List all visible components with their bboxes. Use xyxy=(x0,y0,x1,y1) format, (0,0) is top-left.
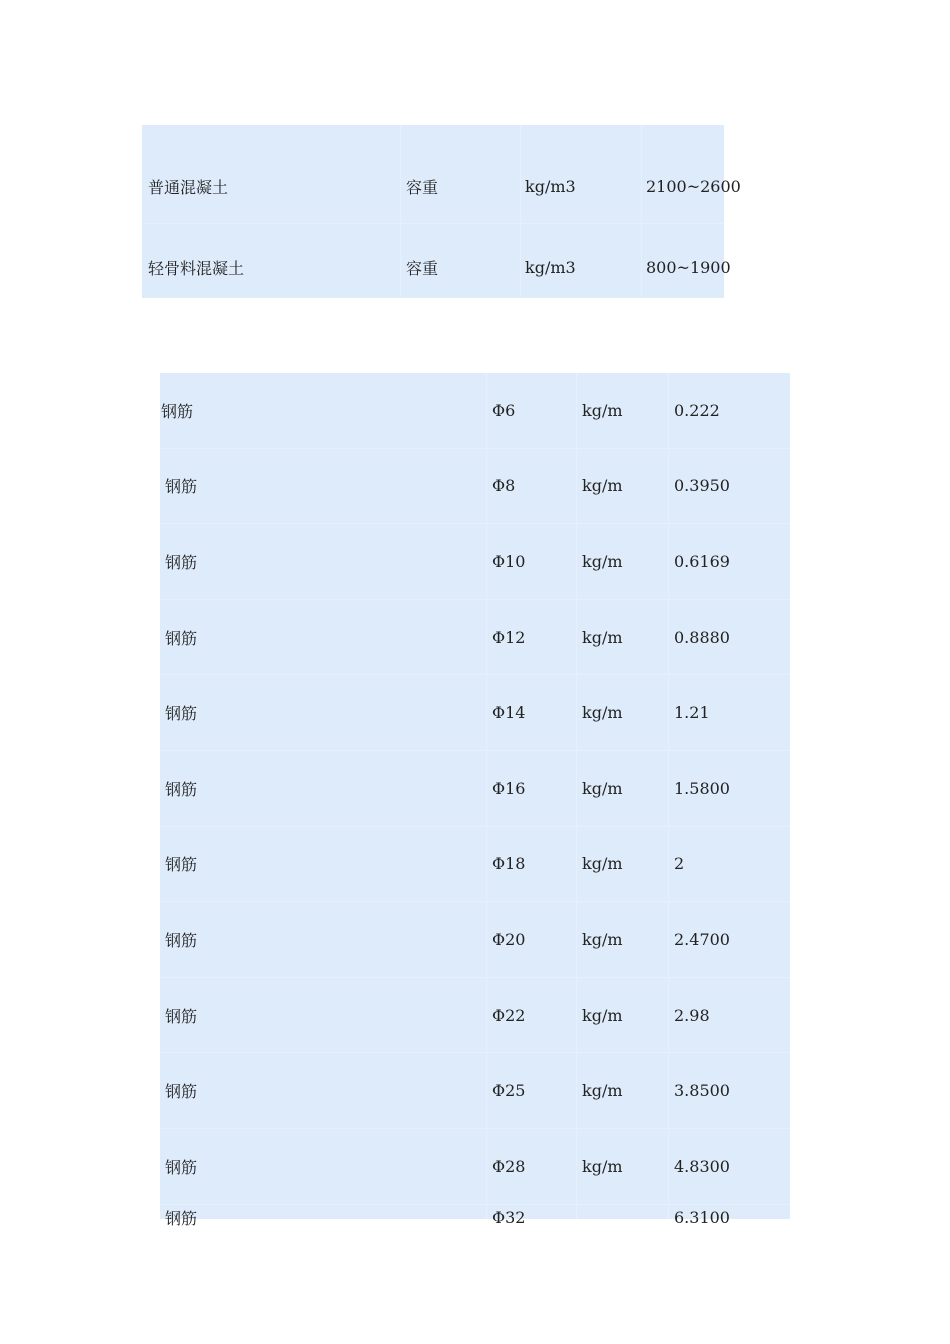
table-row xyxy=(142,224,731,310)
unit-cell: kg/m xyxy=(582,854,623,874)
diameter-cell: Φ22 xyxy=(492,1005,526,1025)
diameter-cell: Φ8 xyxy=(492,476,516,496)
diameter-cell: Φ6 xyxy=(492,400,516,420)
diameter-cell: Φ18 xyxy=(492,854,526,874)
unit-cell: kg/m xyxy=(582,400,623,420)
material-cell: 钢筋 xyxy=(165,552,198,572)
material-cell: 钢筋 xyxy=(165,628,198,648)
material-cell: 钢筋 xyxy=(165,704,198,724)
table-row xyxy=(160,827,790,903)
table-row xyxy=(160,1205,790,1230)
material-cell: 轻骨料混凝土 xyxy=(148,258,245,278)
material-cell: 钢筋 xyxy=(165,855,198,875)
value-cell: 800~1900 xyxy=(646,257,731,277)
unit-cell: kg/m xyxy=(582,476,623,496)
diameter-cell: Φ28 xyxy=(492,1156,526,1176)
material-cell: 钢筋 xyxy=(165,930,198,950)
rebar-weight-table xyxy=(160,373,790,1228)
value-cell: 2.4700 xyxy=(674,929,730,949)
diameter-cell: Φ10 xyxy=(492,551,526,571)
value-cell: 2.98 xyxy=(674,1005,710,1025)
unit-cell: kg/m3 xyxy=(525,176,576,196)
table-row xyxy=(160,751,790,827)
material-cell: 钢筋 xyxy=(165,779,198,799)
unit-cell: kg/m xyxy=(582,1081,623,1101)
table-row xyxy=(142,125,741,224)
material-cell: 钢筋 xyxy=(165,1082,198,1102)
material-cell: 钢筋 xyxy=(161,401,194,421)
material-cell: 钢筋 xyxy=(165,1208,198,1228)
diameter-cell: Φ25 xyxy=(492,1081,526,1101)
diameter-cell: Φ16 xyxy=(492,778,526,798)
diameter-cell: Φ20 xyxy=(492,929,526,949)
material-cell: 钢筋 xyxy=(165,477,198,497)
property-cell: 容重 xyxy=(406,177,439,197)
value-cell: 6.3100 xyxy=(674,1207,730,1227)
value-cell: 4.8300 xyxy=(674,1156,730,1176)
value-cell: 0.8880 xyxy=(674,627,730,647)
value-cell: 1.5800 xyxy=(674,778,730,798)
value-cell: 0.3950 xyxy=(674,476,730,496)
unit-cell: kg/m xyxy=(582,627,623,647)
table-row xyxy=(160,600,790,676)
table-row xyxy=(160,978,790,1054)
value-cell: 1.21 xyxy=(674,703,710,723)
material-cell: 普通混凝土 xyxy=(148,177,229,197)
unit-cell: kg/m xyxy=(582,1156,623,1176)
diameter-cell: Φ32 xyxy=(492,1207,526,1227)
unit-cell: kg/m3 xyxy=(525,257,576,277)
table-row xyxy=(160,373,790,449)
table-row xyxy=(160,1053,790,1129)
material-cell: 钢筋 xyxy=(165,1157,198,1177)
table-row xyxy=(160,449,790,525)
unit-cell: kg/m xyxy=(582,929,623,949)
value-cell: 0.222 xyxy=(674,400,720,420)
diameter-cell: Φ12 xyxy=(492,627,526,647)
table-row xyxy=(160,675,790,751)
unit-cell: kg/m xyxy=(582,551,623,571)
diameter-cell: Φ14 xyxy=(492,703,526,723)
value-cell: 2 xyxy=(674,854,685,874)
unit-cell: kg/m xyxy=(582,778,623,798)
table-row xyxy=(160,902,790,978)
value-cell: 2100~2600 xyxy=(646,176,741,196)
property-cell: 容重 xyxy=(406,258,439,278)
concrete-density-table xyxy=(142,125,741,298)
unit-cell: kg/m xyxy=(582,1005,623,1025)
table-row xyxy=(160,1129,790,1205)
unit-cell: kg/m xyxy=(582,703,623,723)
material-cell: 钢筋 xyxy=(165,1006,198,1026)
value-cell: 3.8500 xyxy=(674,1081,730,1101)
value-cell: 0.6169 xyxy=(674,551,730,571)
table-row xyxy=(160,524,790,600)
